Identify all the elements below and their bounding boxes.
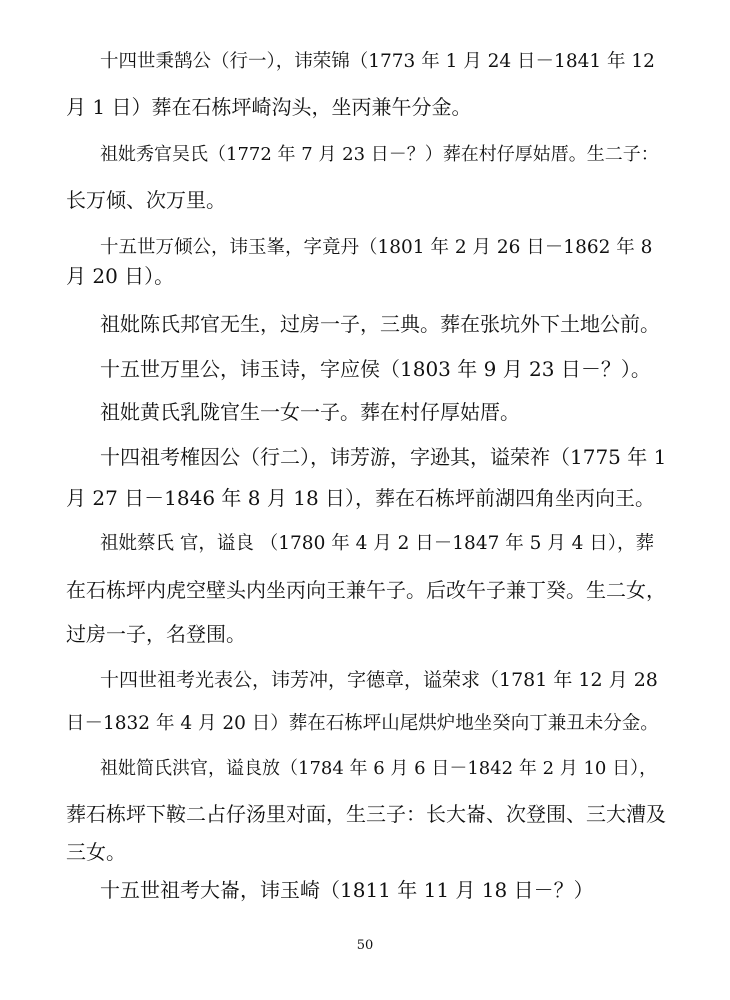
text-line: 日－1832 年 4 月 20 日）葬在石栋坪山尾烘炉地坐癸向丁兼丑未分金。 (66, 713, 659, 734)
text-line: 三女。 (66, 840, 126, 864)
text-line: 十五世祖考大崙，讳玉崎（1811 年 11 月 18 日－？） (100, 878, 594, 902)
text-line: 祖妣陈氏邦官无生，过房一子，三典。葬在张坑外下土地公前。 (100, 312, 660, 336)
text-line: 十五世万里公，讳玉诗，字应侯（1803 年 9 月 23 日－？）。 (100, 357, 651, 381)
text-line: 月 27 日－1846 年 8 月 18 日），葬在石栋坪前湖四角坐丙向王。 (66, 486, 656, 510)
text-line: 十四世秉鹄公（行一），讳荣锦（1773 年 1 月 24 日－1841 年 12 (100, 51, 655, 72)
text-line: 祖妣秀官吴氏（1772 年 7 月 23 日－？）葬在村仔厚姑厝。生二子： (100, 144, 659, 165)
text-line: 月 20 日）。 (66, 264, 175, 288)
text-line: 过房一子，名登围。 (66, 622, 246, 646)
text-line: 祖妣黄氏乳陇官生一女一子。葬在村仔厚姑厝。 (100, 400, 520, 424)
page-number: 50 (356, 938, 374, 953)
text-line: 长万倾、次万里。 (66, 188, 226, 212)
text-line: 月 1 日）葬在石栋坪崎沟头，坐丙兼午分金。 (66, 95, 472, 119)
text-line: 祖妣简氏洪官，谥良放（1784 年 6 月 6 日－1842 年 2 月 10 日）， (100, 758, 658, 779)
text-line: 十四世祖考光表公，讳芳冲，字德章，谥荣求（1781 年 12 月 28 (100, 669, 658, 691)
text-line: 葬石栋坪下鞍二占仔汤里对面，生三子：长大崙、次登围、三大漕及 (66, 802, 666, 826)
text-line: 十五世万倾公，讳玉峯，字竟丹（1801 年 2 月 26 日－1862 年 8 (100, 237, 653, 258)
text-line: 十四祖考榷因公（行二），讳芳游，字逊其，谥荣祚（1775 年 1 (100, 445, 667, 469)
text-line: 在石栋坪内虎空壁头内坐丙向王兼午子。后改午子兼丁癸。生二女， (66, 578, 666, 602)
text-line: 祖妣蔡氏 官，谥良 （1780 年 4 月 2 日－1847 年 5 月 4 日），葬 (100, 533, 655, 554)
